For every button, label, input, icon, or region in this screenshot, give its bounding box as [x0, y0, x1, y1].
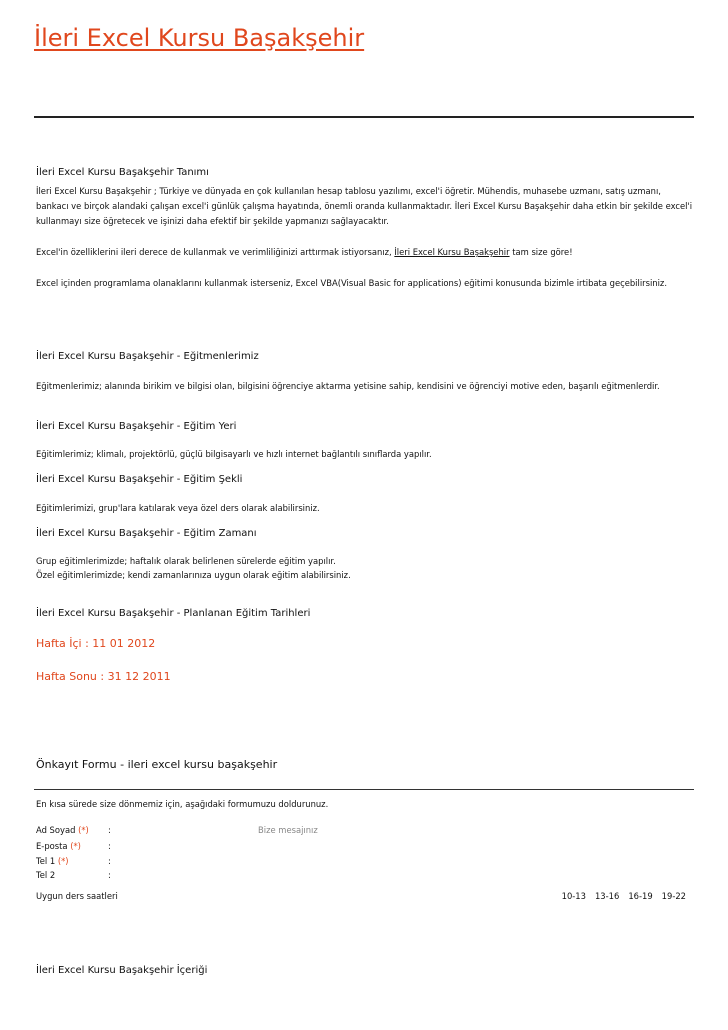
- form-row-tel1: [36, 856, 111, 866]
- egitmen-paragraph: Eğitmenlerimiz; alanında birikim ve bilgisi olan, bilgisini öğrenciye aktarma yetisine sahip, kendisini ve öğrenciyi motive eden, başarılı eğitmenlerdir.: [36, 381, 660, 391]
- tel2-label: Tel 2: [36, 870, 56, 880]
- sekil-paragraph: Eğitimlerimizi, grup'lara katılarak veya özel ders olarak alabilirsiniz.: [36, 503, 320, 513]
- tanim-heading: İleri Excel Kursu Başakşehir Tanımı: [36, 167, 209, 178]
- yer-paragraph: Eğitimlerimiz; klimalı, projektörlü, güçlü bilgisayarlı ve hızlı internet bağlantılı sınıflarda yapılır.: [36, 449, 432, 459]
- zaman-paragraph-1: Grup eğitimlerimizde; haftalık olarak belirlenen sürelerde eğitim yapılır.: [36, 556, 336, 566]
- weekday-date: Hafta İçi : 11 01 2012: [36, 637, 156, 650]
- form-intro: En kısa sürede size dönmemiz için, aşağıdaki formumuzu doldurunuz.: [36, 799, 329, 809]
- name-label: Ad Soyad: [36, 825, 76, 835]
- form-divider: [34, 789, 694, 790]
- required-mark: (*): [70, 841, 81, 851]
- required-mark: (*): [78, 825, 89, 835]
- message-field[interactable]: Bize mesajınız: [258, 825, 318, 835]
- hour-option[interactable]: 10-13: [561, 891, 586, 901]
- hour-option[interactable]: 19-22: [661, 891, 686, 901]
- tanim-paragraph-1: İleri Excel Kursu Başakşehir ; Türkiye ve dünyada en çok kullanılan hesap tablosu yazılımı, excel'i öğretir. Mühendis, muhasebe uzmanı, satış uzmanı, bankacı ve birçok alandaki çalışan excel'i günlük çalışma hayatında, önemli oranda kullanmaktadır. İleri Excel Kursu Başakşehir daha etkin bir şekilde excel'i kullanmayı size öğretecek ve işinizi daha efektif bir şekilde yapmanızı sağlayacaktır.: [36, 186, 693, 226]
- form-heading: Önkayıt Formu - ileri excel kursu başakşehir: [36, 758, 278, 771]
- form-row-tel2: [36, 870, 111, 880]
- hours-label: Uygun ders saatleri: [36, 891, 118, 901]
- tanim-paragraph-3: Excel içinden programlama olanaklarını kullanmak isterseniz, Excel VBA(Visual Basic for applications) eğitimi konusunda bizimle irtibata geçebilirsiniz.: [36, 278, 667, 288]
- course-link[interactable]: İleri Excel Kursu Başakşehir: [394, 247, 510, 257]
- egitmen-heading: İleri Excel Kursu Başakşehir - Eğitmenlerimiz: [36, 351, 259, 362]
- hour-option[interactable]: 16-19: [628, 891, 653, 901]
- weekend-date: Hafta Sonu : 31 12 2011: [36, 670, 171, 683]
- form-row-email: [36, 841, 111, 851]
- yer-heading: İleri Excel Kursu Başakşehir - Eğitim Yeri: [36, 421, 237, 432]
- form-row-name: [36, 825, 111, 835]
- tanim-p2-text: Excel'in özelliklerini ileri derece de kullanmak ve verimliliğinizi arttırmak istiyorsanız,: [36, 247, 395, 257]
- hours-options: [553, 891, 686, 901]
- required-mark: (*): [57, 856, 69, 866]
- colon: :: [108, 841, 111, 851]
- icerik-heading: İleri Excel Kursu Başakşehir İçeriği: [36, 965, 208, 976]
- zaman-heading: İleri Excel Kursu Başakşehir - Eğitim Zamanı: [36, 528, 257, 539]
- email-label: E-posta: [36, 841, 68, 851]
- sekil-heading: İleri Excel Kursu Başakşehir - Eğitim Şekli: [36, 474, 243, 485]
- colon: :: [108, 856, 111, 866]
- tanim-paragraph-2: [36, 245, 696, 260]
- hour-option[interactable]: 13-16: [594, 891, 620, 901]
- tel1-label: Tel 1: [36, 856, 56, 866]
- page-title: İleri Excel Kursu Başakşehir: [34, 24, 365, 52]
- title-divider: [34, 116, 694, 118]
- plan-heading: İleri Excel Kursu Başakşehir - Planlanan Eğitim Tarihleri: [36, 608, 311, 619]
- zaman-paragraph-2: Özel eğitimlerimizde; kendi zamanlarınıza uygun olarak eğitim alabilirsiniz.: [36, 570, 351, 580]
- colon: :: [108, 870, 111, 880]
- colon: :: [108, 825, 111, 835]
- tanim-p2-end: tam size göre!: [509, 247, 573, 257]
